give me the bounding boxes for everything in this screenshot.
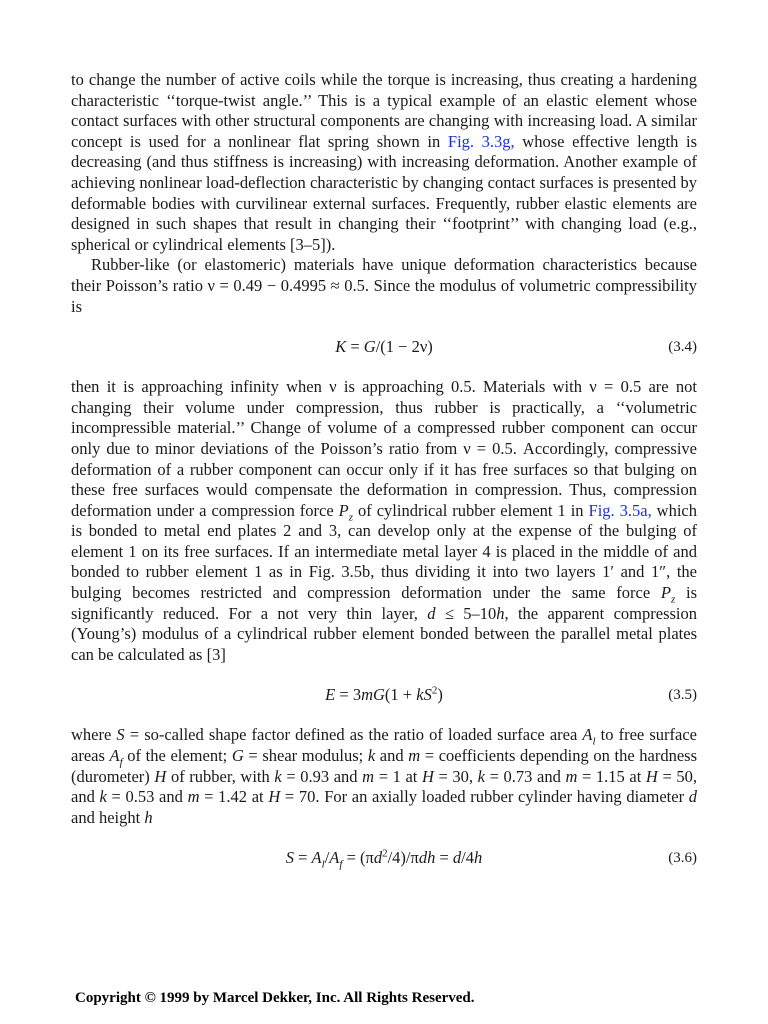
text-run: of cylindrical rubber element 1 in (353, 500, 589, 520)
equation-part: = 3 (335, 685, 362, 705)
text-run: of rubber, with (166, 766, 275, 786)
symbol-A: A (109, 746, 120, 766)
text-run: is significantly reduced. For a not very thin layer, (71, 583, 697, 623)
symbol-P: P (660, 583, 671, 603)
symbol-m: m (361, 685, 373, 705)
text-run: = 30, (433, 766, 478, 786)
text-run: = 1.42 at (199, 787, 269, 807)
text-run: = shear modulus; (243, 746, 368, 766)
text-run: where (71, 725, 117, 745)
text-run: and (375, 746, 409, 766)
text-run: = 0.93 and (281, 766, 363, 786)
symbol-m: m (408, 746, 421, 766)
text-run: to free surface areas (71, 725, 697, 766)
equation-number: (3.6) (668, 850, 697, 867)
text-run: , the apparent compression (Young’s) modulus of a cylindrical rubber element bonded between the parallel metal plates can be calculated as [3] (71, 603, 697, 664)
symbol-h: h (144, 807, 153, 827)
text-run: = 0.53 and (106, 787, 188, 807)
symbol-m: m (362, 766, 375, 786)
text-run: = 1 at (374, 766, 422, 786)
symbol-dh: dh (418, 848, 436, 868)
equation-3-4 (71, 337, 697, 357)
text-run: which is bonded to metal end plates 2 and 3, can develop only at the expense of the bulging of element 1 on its free surfaces. If an intermediate metal layer 4 is placed in the middle of and bonded to rubber element 1 as in Fig. 3.5b, thus dividing it into two layers 1′ and 1″, the bulging becomes restricted and compression deformation under the same force (71, 500, 697, 603)
text-run: = 1.15 at (577, 766, 646, 786)
symbol-H: H (645, 766, 658, 786)
text-run: = coefficients depending on the hardness (durometer) (71, 746, 697, 786)
equation-part: = (293, 848, 312, 868)
symbol-E: E (325, 685, 336, 705)
superscript-2: 2 (382, 847, 388, 860)
paragraph-rubber-like: Rubber-like (or elastomeric) materials have unique deformation characteristics because their Poisson’s ratio ν = 0.49 − 0.4995 ≈ 0.5. Since the modulus of volumetric compressibility is (71, 255, 697, 316)
text-run: to change the number of active coils while the torque is increasing, thus creating a hardening characteristic ‘‘torque-twist angle.’’ This is a typical example of an elastic element whose contact surfaces with other structural components are changing with increasing load. A similar concept is used for a nonlinear flat spring shown in (71, 70, 697, 151)
symbol-H: H (154, 766, 167, 786)
symbol-K: K (335, 337, 347, 357)
text-run: = so-called shape factor defined as the ratio of loaded surface area (124, 725, 583, 745)
equation-part: (1 + (384, 685, 417, 705)
symbol-G: G (231, 746, 244, 766)
equation-part: /4 (461, 848, 474, 868)
fig-3-5a-link[interactable]: Fig. 3.5a, (588, 500, 652, 520)
subscript-z: z (671, 593, 676, 606)
equation-expression: K = G/(1 − 2ν) (335, 337, 433, 357)
equation-part: = (π (342, 848, 374, 868)
text-run: = 0.73 and (485, 766, 566, 786)
equation-number: (3.5) (668, 687, 697, 704)
symbol-S: S (285, 848, 294, 868)
equation-part: / (324, 848, 330, 868)
symbol-H: H (268, 787, 281, 807)
equation-3-6 (71, 847, 697, 871)
symbol-m: m (187, 787, 200, 807)
symbol-S: S (116, 725, 125, 745)
paragraph-incompressible (71, 377, 697, 665)
symbol-k: k (367, 746, 376, 766)
text-run: whose effective length is decreasing (and thus stiffness is increasing) with increasing deformation. Another example of achieving nonlinear load-deflection characteristic by changing contact surfaces is presented by deformable bodies with curvilinear external surfaces. Frequently, rubber elastic elements are designed in such shapes that result in changing their ‘‘footprint’’ with changing load (e.g., spherical or cylindrical elements [3–5]). (71, 131, 698, 254)
symbol-A: A (582, 725, 593, 745)
text-run: ≤ 5–10 (435, 603, 497, 623)
page-body (71, 70, 697, 888)
symbol-k: k (416, 685, 424, 705)
equation-expression (71, 685, 697, 705)
equation-expression (71, 847, 697, 871)
superscript-2: 2 (431, 684, 438, 697)
symbol-P: P (338, 500, 349, 520)
symbol-m: m (565, 766, 578, 786)
symbol-k: k (477, 766, 485, 786)
equation-part: = (435, 848, 453, 868)
symbol-d: d (427, 603, 436, 623)
equation-part: /4)/π (387, 848, 419, 868)
symbol-h: h (474, 848, 483, 868)
symbol-d: d (452, 848, 462, 868)
text-run: then it is approaching infinity when ν is approaching 0.5. Materials with ν = 0.5 are not changing their volume under compression, thus rubber is practically, a ‘‘volumetric incompressible material.’’ Change of volume of a compressed rubber component can occur only due to minor deviations of the Poisson’s ratio from ν = 0.5. Accordingly, compressive deformation of a rubber component can occur only if it has free surfaces so that bulging on these free surfaces would compensate the deformation in compression. Thus, compression deformation under a compression force (71, 377, 697, 520)
equation-part: ) (437, 685, 443, 705)
symbol-G: G (373, 685, 385, 705)
paragraph-shape-factor (71, 725, 697, 828)
paragraph-torque-twist (71, 70, 697, 255)
symbol-d: d (688, 787, 698, 807)
text-run: = 70. For an axially loaded rubber cylinder having diameter (280, 787, 689, 807)
copyright-footer: Copyright © 1999 by Marcel Dekker, Inc. All Rights Reserved. (75, 990, 475, 1006)
symbol-d: d (373, 848, 383, 868)
subscript-z: z (348, 510, 354, 523)
symbol-S: S (423, 685, 432, 705)
equation-3-5 (71, 685, 697, 705)
fig-3-3g-link[interactable]: Fig. 3.3g, (447, 131, 515, 151)
symbol-k: k (274, 766, 282, 786)
subscript-l: l (321, 858, 325, 871)
subscript-f: f (119, 756, 123, 769)
subscript-f: f (339, 858, 343, 871)
equation-tail: /(1 − 2ν) (375, 337, 433, 357)
text-run: = 50, and (71, 766, 697, 807)
text-run: of the element; (122, 746, 232, 766)
equation-number: (3.4) (668, 339, 697, 356)
symbol-H: H (421, 766, 434, 786)
symbol-G: G (363, 337, 376, 357)
text-run: and height (71, 807, 145, 827)
symbol-h: h (496, 603, 505, 623)
symbol-k: k (99, 787, 107, 807)
subscript-l: l (592, 735, 596, 748)
symbol-A: A (329, 848, 340, 868)
symbol-A: A (311, 848, 322, 868)
